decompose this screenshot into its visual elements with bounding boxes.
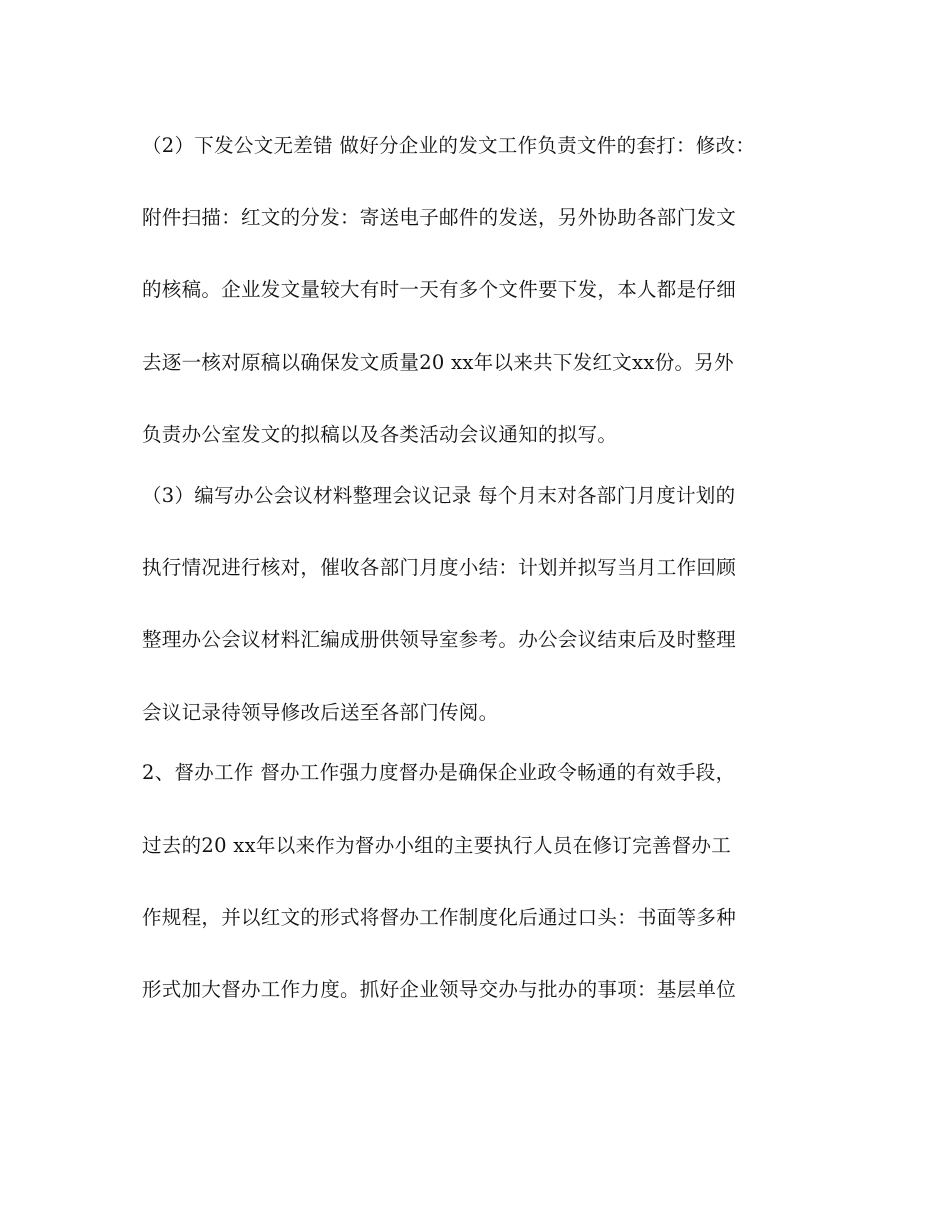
text-line-10: 2、督办工作 督办工作强力度督办是确保企业政令畅通的有效手段， [142, 761, 736, 784]
text-line-13: 形式加大督办工作力度。抓好企业领导交办与批办的事项：基层单位 [142, 978, 737, 1001]
text-line-6: （3）编写办公会议材料整理会议记录 每个月末对各部门月度计划的 [142, 484, 736, 507]
text-line-11: 过去的20 xx年以来作为督办小组的主要执行人员在修订完善督办工 [142, 834, 732, 857]
text-line-3: 的核稿。企业发文量较大有时一天有多个文件要下发，本人都是仔细 [142, 278, 737, 301]
text-line-4: 去逐一核对原稿以确保发文质量20 xx年以来共下发红文xx份。另外 [142, 351, 734, 374]
text-line-5: 负责办公室发文的拟稿以及各类活动会议通知的拟写。 [142, 423, 618, 446]
text-line-2: 附件扫描：红文的分发：寄送电子邮件的发送，另外协助各部门发文 [142, 206, 737, 229]
text-line-12: 作规程，并以红文的形式将督办工作制度化后通过口头：书面等多种 [142, 906, 737, 929]
text-line-1: （2）下发公文无差错 做好分企业的发文工作负责文件的套打：修改： [142, 134, 756, 157]
text-line-7: 执行情况进行核对，催收各部门月度小结：计划并拟写当月工作回顾 [142, 556, 737, 579]
text-line-8: 整理办公会议材料汇编成册供领导室参考。办公会议结束后及时整理 [142, 628, 737, 651]
text-line-9: 会议记录待领导修改后送至各部门传阅。 [142, 701, 499, 724]
